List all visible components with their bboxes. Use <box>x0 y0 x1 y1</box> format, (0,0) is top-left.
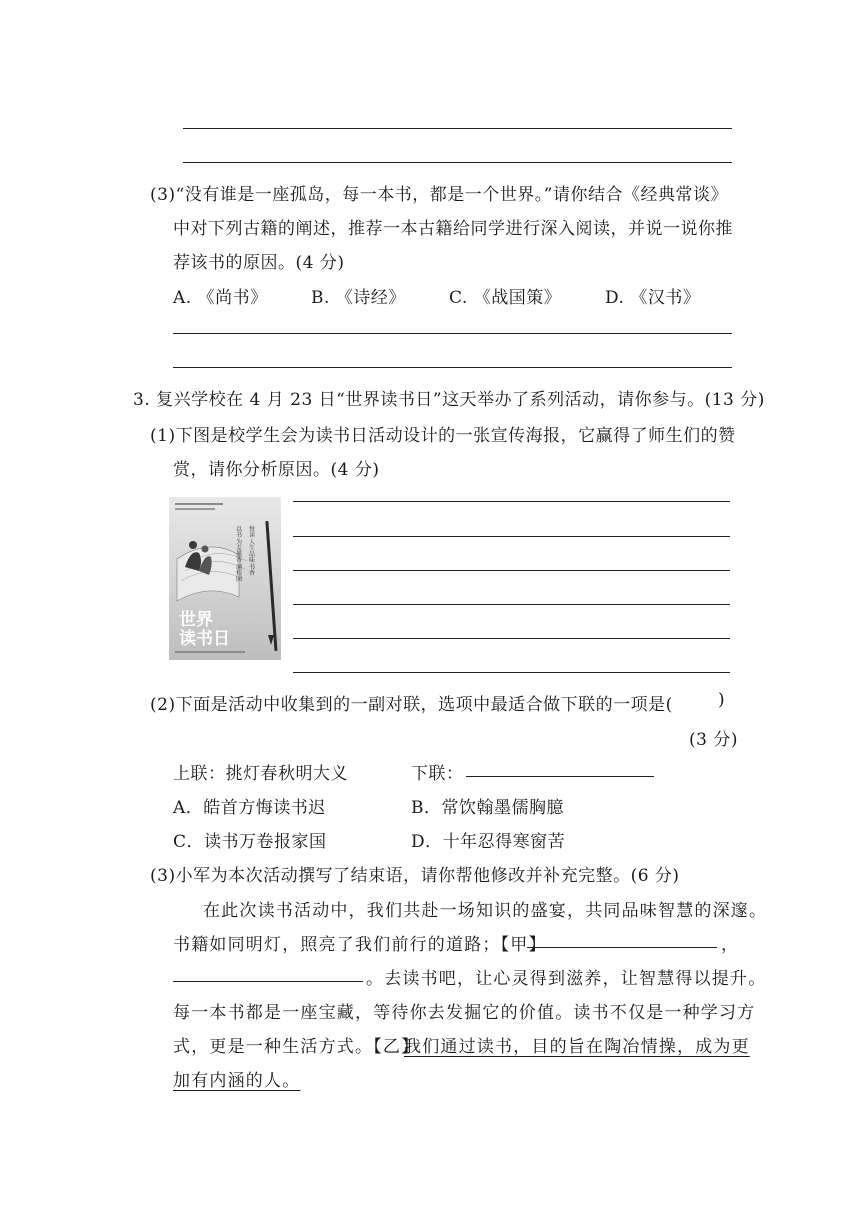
q2-3-prompt-line2: 中对下列古籍的阐述，推荐一本古籍给同学进行深入阅读，并说一说你推 <box>173 219 733 239</box>
answer-line[interactable] <box>173 333 732 334</box>
q2-3-prompt-line1: (3)“没有谁是一座孤岛，每一本书，都是一个世界。”请你结合《经典常谈》 <box>150 185 728 205</box>
answer-line[interactable] <box>293 536 730 537</box>
q3-1-prompt-line2: 赏，请你分析原因。(4 分) <box>173 460 380 480</box>
passage-line2b: ， <box>721 935 740 955</box>
couplet-upper: 上联：挑灯春秋明大义 <box>173 764 348 784</box>
answer-line[interactable] <box>183 162 732 163</box>
q2-3-prompt-line3: 荐该书的原因。(4 分) <box>173 253 345 273</box>
option-d: D．十年忍得寒窗苦 <box>411 832 566 852</box>
poster-title-line1: 世界 <box>179 610 213 630</box>
couplet-lower-label: 下联： <box>411 764 464 784</box>
poster-slogan-vertical-2: 以书为友 墨香满校园 <box>236 526 243 584</box>
answer-line[interactable] <box>293 570 730 571</box>
q3-2-score: (3 分) <box>689 730 738 750</box>
passage-line6: 加有内涵的人。 <box>173 1071 301 1091</box>
blank-jia-line[interactable] <box>527 947 717 948</box>
passage-underlined-sentence: 我们通过读书，目的旨在陶冶情操，成为更 <box>404 1037 750 1057</box>
answer-line[interactable] <box>293 672 730 673</box>
answer-line[interactable] <box>293 501 730 502</box>
answer-line[interactable] <box>293 604 730 605</box>
option-c: C．读书万卷报家国 <box>173 832 327 852</box>
poster-title-line2: 读书日 <box>179 629 230 649</box>
option-a: A. 《尚书》 <box>173 288 268 308</box>
passage-line3: 。去读书吧，让心灵得到滋养，让智慧得以提升。 <box>366 969 767 989</box>
answer-line[interactable] <box>293 638 730 639</box>
q3-heading: 3. 复兴学校在 4 月 23 日“世界读书日”这天举办了系列活动，请你参与。(13 分) <box>133 390 765 410</box>
q3-2-paren-close: ) <box>718 690 726 710</box>
q3-1-prompt-line1: (1)下图是校学生会为读书日活动设计的一张宣传海报，它赢得了师生们的赞 <box>150 426 736 446</box>
couplet-answer-line[interactable] <box>466 776 654 777</box>
passage-line4: 每一本书都是一座宝藏，等待你去发掘它的价值。读书不仅是一种学习方 <box>173 1003 756 1023</box>
poster-slogan-vertical-1: 悦读人生 品味书香 <box>249 526 256 578</box>
option-b: B. 《诗经》 <box>311 288 406 308</box>
option-a: A．皓首方悔读书迟 <box>173 798 326 818</box>
q3-2-prompt: (2)下面是活动中收集到的一副对联，选项中最适合做下联的一项是( <box>150 695 673 715</box>
passage-line1: 在此次读书活动中，我们共赴一场知识的盛宴，共同品味智慧的深邃。 <box>203 901 768 921</box>
option-b: B．常饮翰墨儒胸臆 <box>411 798 564 818</box>
reading-day-poster <box>169 497 281 660</box>
passage-line5a: 式，更是一种生活方式。【乙】 <box>173 1037 420 1057</box>
q3-3-prompt: (3)小军为本次活动撰写了结束语，请你帮他修改并补充完整。(6 分) <box>150 866 680 886</box>
answer-line[interactable] <box>183 128 732 129</box>
answer-line[interactable] <box>173 367 732 368</box>
option-d: D. 《汉书》 <box>605 288 701 308</box>
passage-line2a: 书籍如同明灯，照亮了我们前行的道路；【甲】 <box>173 935 547 955</box>
blank-jia-line2[interactable] <box>173 981 363 982</box>
option-c: C. 《战国策》 <box>449 288 562 308</box>
